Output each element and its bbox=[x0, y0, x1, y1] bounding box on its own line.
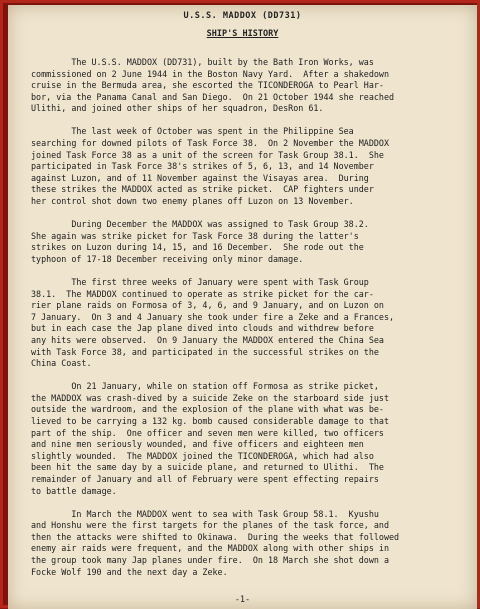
text-line: 7 January. On 3 and 4 January she took under fire a Zeke and a Frances, bbox=[31, 311, 395, 322]
document-page bbox=[8, 5, 477, 609]
text-line: China Coast. bbox=[31, 358, 92, 369]
text-line: her control shot down two enemy planes off Luzon on 13 November. bbox=[31, 196, 354, 207]
text-line: bor, via the Panama Canal and San Diego. On 21 October 1944 she reached bbox=[31, 91, 395, 102]
page-number: -1- bbox=[234, 595, 251, 605]
paragraph bbox=[31, 277, 459, 370]
text-line: the MADDOX was crash-dived by a suicide Zeke on the starboard side just bbox=[31, 392, 389, 403]
paragraph bbox=[31, 509, 459, 579]
text-line: enemy air raids were frequent, and the MADDOX along with other ships in bbox=[31, 543, 389, 554]
text-line: 38.1. The MADDOX continued to operate as strike picket for the car- bbox=[31, 288, 374, 299]
text-line: outside the wardroom, and the explosion of the plane with what was be- bbox=[31, 404, 384, 415]
text-line: The U.S.S. MADDOX (DD731), built by the Bath Iron Works, was bbox=[31, 57, 374, 67]
text-line: cruise in the Bermuda area, she escorted the TICONDEROGA to Pearl Har- bbox=[31, 80, 384, 91]
text-line: to battle damage. bbox=[31, 485, 117, 496]
text-line: She again was strike picket for Task Force 38 during the latter's bbox=[31, 230, 359, 241]
text-line: The first three weeks of January were spent with Task Group bbox=[31, 277, 369, 287]
text-line: joined Task Force 38 as a unit of the screen for Task Group 38.1. She bbox=[31, 149, 384, 160]
text-line: lieved to be carrying a 132 kg. bomb caused considerable damage to that bbox=[31, 416, 389, 427]
text-line: and Honshu were the first targets for the planes of the task force, and bbox=[31, 520, 389, 531]
text-line: searching for downed pilots of Task Force 38. On 2 November the MADDOX bbox=[31, 138, 389, 149]
text-line: the group took many Jap planes under fire. On 18 March she shot down a bbox=[31, 555, 389, 566]
text-line: The last week of October was spent in the Philippine Sea bbox=[31, 126, 354, 137]
text-line: Focke Wolf 190 and the next day a Zeke. bbox=[31, 566, 228, 577]
paragraph bbox=[31, 126, 459, 207]
document-header: U.S.S. MADDOX (DD731) bbox=[183, 11, 302, 21]
text-line: and nine men seriously wounded, and five officers and eighteen men bbox=[31, 439, 364, 450]
text-line: commissioned on 2 June 1944 in the Boston Navy Yard. After a shakedown bbox=[31, 68, 389, 79]
text-line: been hit the same day by a suicide plane, and returned to Ulithi. The bbox=[31, 462, 384, 473]
text-line: these strikes the MADDOX acted as strike picket. CAP fighters under bbox=[31, 184, 374, 195]
text-line: against Luzon, and of 11 November against the Visayas area. During bbox=[31, 172, 369, 183]
text-line: During December the MADDOX was assigned to Task Group 38.2. bbox=[31, 219, 369, 230]
text-line: slightly wounded. The MADDOX joined the TICONDEROGA, which had also bbox=[31, 450, 374, 461]
text-line: then the attacks were shifted to Okinawa. During the weeks that followed bbox=[31, 531, 400, 542]
text-line: part of the ship. One officer and seven men were killed, two officers bbox=[31, 427, 384, 438]
paragraph bbox=[31, 381, 459, 497]
paragraph bbox=[31, 57, 459, 115]
paragraph bbox=[31, 219, 459, 265]
text-line: Ulithi, and joined other ships of her squadron, DesRon 61. bbox=[31, 103, 324, 114]
text-line: with Task Force 38, and participated in the successful strikes on the bbox=[31, 346, 379, 357]
text-line: remainder of January and all of February were spent effecting repairs bbox=[31, 474, 379, 484]
text-line: On 21 January, while on station off Formosa as strike picket, bbox=[31, 381, 379, 392]
text-line: strikes on Luzon during 14, 15, and 16 December. She rode out the bbox=[31, 242, 364, 253]
text-line: but in each case the Jap plane dived into clouds and withdrew before bbox=[31, 323, 374, 334]
text-line: rier plane raids on Formosa of 3, 4, 6, and 9 January, and on Luzon on bbox=[31, 300, 384, 311]
document-body bbox=[31, 57, 459, 590]
text-line: participated in Task Force 38's strikes of 5, 6, 13, and 14 November bbox=[31, 161, 374, 172]
document-title: SHIP'S HISTORY bbox=[206, 29, 279, 39]
text-line: any hits were observed. On 9 January the MADDOX entered the China Sea bbox=[31, 334, 384, 345]
text-line: In March the MADDOX went to sea with Task Group 58.1. Kyushu bbox=[31, 508, 379, 519]
text-line: typhoon of 17-18 December receiving only minor damage. bbox=[31, 253, 304, 264]
